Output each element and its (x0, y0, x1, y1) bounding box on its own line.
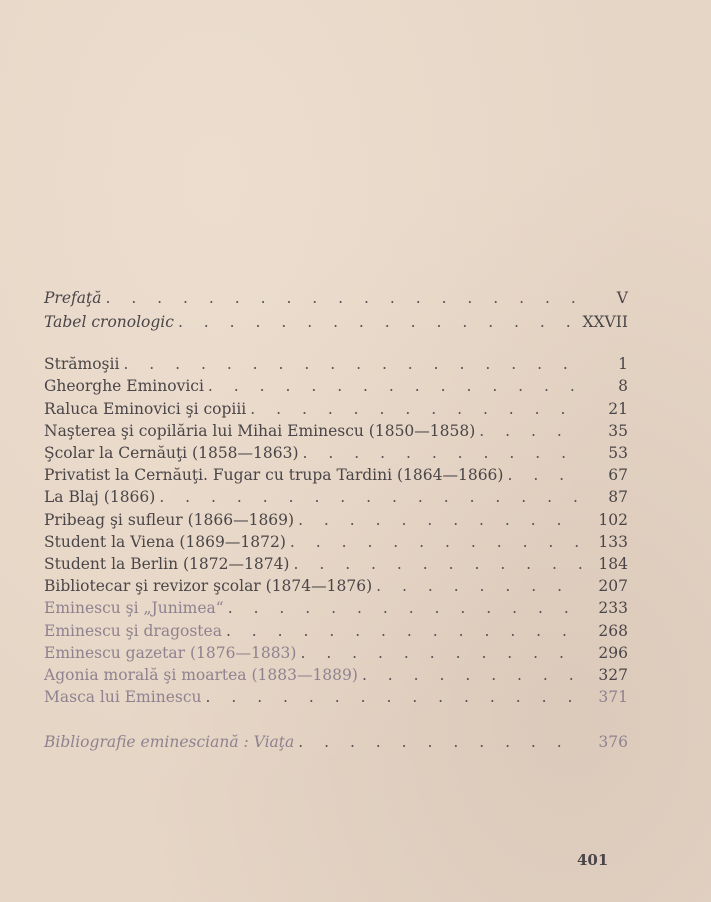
leader-dots (159, 487, 584, 508)
toc-entry-bibliografie (44, 732, 628, 753)
toc-entry-prefata (44, 288, 628, 309)
toc-entry (44, 354, 628, 375)
toc-entry-page: 1 (618, 355, 628, 373)
toc-entry-page: 184 (598, 555, 628, 573)
toc-entry (44, 532, 628, 553)
toc-entry (44, 621, 628, 642)
toc-entry-title: Gheorghe Eminovici (44, 377, 204, 395)
toc-entry (44, 687, 628, 708)
leader-dots (228, 598, 584, 619)
leader-dots (105, 288, 584, 309)
toc-entry-page: 296 (598, 644, 628, 662)
toc-entry (44, 443, 628, 464)
toc-entry-title: Şcolar la Cernăuţi (1858—1863) (44, 444, 299, 462)
toc-entry-page: XXVII (582, 313, 628, 331)
leader-dots (300, 643, 584, 664)
toc-entry-title: Masca lui Eminescu (44, 688, 202, 706)
toc-entry-page: V (616, 289, 628, 307)
toc-entry (44, 376, 628, 397)
toc-entry-page: 87 (608, 488, 628, 506)
toc-entry-title: Student la Berlin (1872—1874) (44, 555, 290, 573)
leader-dots (290, 532, 584, 553)
toc-entry (44, 598, 628, 619)
toc-entry-page: 207 (598, 577, 628, 595)
toc-entry (44, 643, 628, 664)
toc-entry-page: 327 (598, 666, 628, 684)
toc-entry-title: Eminescu şi „Junimea“ (44, 599, 224, 617)
toc-entry-page: 53 (608, 444, 628, 462)
toc-entry-page: 371 (598, 688, 628, 706)
toc-entry-page: 233 (598, 599, 628, 617)
leader-dots (250, 399, 584, 420)
leader-dots (208, 376, 584, 397)
toc-entry-title: Bibliotecar şi revizor şcolar (1874—1876) (44, 577, 373, 595)
toc-entry-title: Tabel cronologic (44, 313, 174, 331)
toc-entry-title: Privatist la Cernăuţi. Fugar cu trupa Tardini (1864—1866) (44, 466, 504, 484)
toc-entry-title: La Blaj (1866) (44, 488, 156, 506)
toc-entry-title: Pribeag şi sufleur (1866—1869) (44, 511, 295, 529)
toc-entry-page: 8 (618, 377, 628, 395)
toc-entry-title: Naşterea şi copilăria lui Mihai Eminescu (1850—1858) (44, 422, 476, 440)
leader-dots (293, 554, 584, 575)
leader-dots (362, 665, 584, 686)
toc-entry-title: Raluca Eminovici şi copiii (44, 400, 247, 418)
toc-entry-title: Eminescu şi dragostea (44, 622, 222, 640)
leader-dots (479, 421, 584, 442)
leader-dots (226, 621, 584, 642)
leader-dots (376, 576, 584, 597)
toc-entry-page: 376 (598, 733, 628, 751)
leader-dots (298, 510, 584, 531)
leader-dots (507, 465, 584, 486)
toc-entry-page: 21 (608, 400, 628, 418)
toc-entry (44, 421, 628, 442)
toc-entry (44, 487, 628, 508)
leader-dots (178, 312, 579, 333)
leader-dots (205, 687, 584, 708)
toc-entry (44, 665, 628, 686)
toc-entry (44, 554, 628, 575)
toc-entry-title: Prefaţă (44, 289, 102, 307)
toc-entry-title: Student la Viena (1869—1872) (44, 533, 286, 551)
leader-dots (303, 443, 584, 464)
toc-entry-page: 67 (608, 466, 628, 484)
toc-entry-tabel-cronologic (44, 312, 628, 333)
leader-dots (123, 354, 584, 375)
toc-entry-title: Agonia morală şi moartea (1883—1889) (44, 666, 358, 684)
toc-entry-page: 133 (598, 533, 628, 551)
toc-entry-title: Strămoşii (44, 355, 120, 373)
toc-entry (44, 510, 628, 531)
toc-entry (44, 465, 628, 486)
toc-entry-page: 102 (598, 511, 628, 529)
page-number: 401 (577, 851, 609, 869)
leader-dots (298, 732, 584, 753)
toc-entry (44, 576, 628, 597)
toc-entry-title: Eminescu gazetar (1876—1883) (44, 644, 297, 662)
toc-entry (44, 399, 628, 420)
toc-entry-page: 35 (608, 422, 628, 440)
toc-entry-page: 268 (598, 622, 628, 640)
toc-entry-title: Bibliografie eminesciană : Viaţa (44, 733, 295, 751)
